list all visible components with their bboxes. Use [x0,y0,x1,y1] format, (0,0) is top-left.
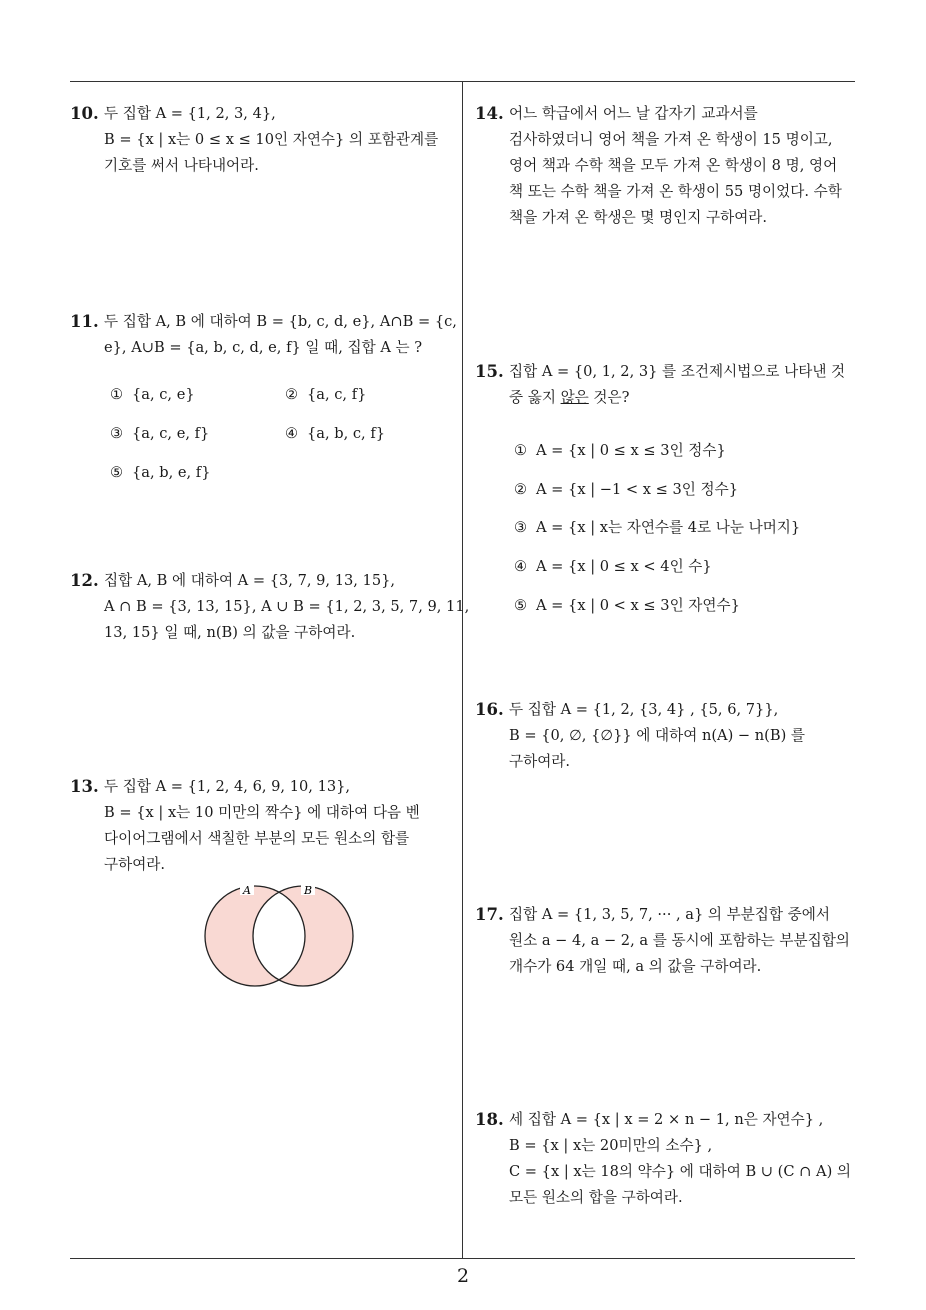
problem-18 [475,1106,860,1216]
problem-text-line: 개수가 64 개일 때, a 의 값을 구하여라. [509,958,762,975]
problem-text-line: 구하여라. [509,753,571,770]
problem-text-line: 영어 책과 수학 책을 모두 가져 온 학생이 8 명, 영어 [509,157,838,174]
problem-text-line: 두 집합 A = {1, 2, {3, 4} , {5, 6, 7}}, [509,701,779,718]
problem-text-line: 어느 학급에서 어느 날 갑자기 교과서를 [509,105,758,122]
problem-number: 11. [70,312,99,331]
problem-text-line: A ∩ B = {3, 13, 15}, A ∪ B = {1, 2, 3, 5, 7, 9, 11, [104,598,470,615]
page-number: 2 [456,1265,470,1287]
problem-text-line: 두 집합 A = {1, 2, 3, 4}, [104,105,276,122]
choice-2[interactable]: ② A = {x | −1 < x ≤ 3인 정수} [514,481,739,498]
problem-10 [70,100,450,190]
problem-number: 12. [70,571,99,590]
problem-number: 14. [475,104,504,123]
problem-text-line: B = {x | x는 20미만의 소수} , [509,1137,713,1154]
problem-12 [70,567,470,657]
choice-1[interactable]: ① A = {x | 0 ≤ x ≤ 3인 정수} [514,442,726,459]
problem-number: 17. [475,905,504,924]
choice-3[interactable]: ③ {a, c, e, f} [110,425,210,442]
problem-number: 18. [475,1110,504,1129]
choice-1[interactable]: ① {a, c, e} [110,386,195,403]
choice-3[interactable]: ③ A = {x | x는 자연수를 4로 나눈 나머지} [514,519,801,536]
problem-text-line: 집합 A = {1, 3, 5, 7, ··· , a} 의 부분집합 중에서 [509,906,830,923]
problem-17 [475,901,860,991]
problem-text-line: 기호를 써서 나타내어라. [104,157,259,174]
problem-text-line: 중 옳지 않은 것은? [509,389,630,406]
problem-text-line: 두 집합 A = {1, 2, 4, 6, 9, 10, 13}, [104,778,351,795]
problem-text-line: 원소 a − 4, a − 2, a 를 동시에 포함하는 부분집합의 [509,932,850,949]
problem-number: 16. [475,700,504,719]
problem-text-line: 13, 15} 일 때, n(B) 의 값을 구하여라. [104,624,356,641]
problem-text-line: 책 또는 수학 책을 가져 온 학생이 55 명이었다. 수학 [509,183,842,200]
bottom-rule [70,1258,855,1259]
column-divider [462,82,463,1258]
problem-number: 13. [70,777,99,796]
problem-text-line: B = {0, ∅, {∅}} 에 대하여 n(A) − n(B) 를 [509,727,806,744]
problem-text-line: 세 집합 A = {x | x = 2 × n − 1, n은 자연수} , [509,1111,824,1128]
problem-13 [70,773,460,883]
problem-text-line: 두 집합 A, B 에 대하여 B = {b, c, d, e}, A∩B = {c, [104,313,457,330]
problem-text-line: B = {x | x는 10 미만의 짝수} 에 대하여 다음 벤 [104,804,420,821]
choice-5[interactable]: ⑤ A = {x | 0 < x ≤ 3인 자연수} [514,597,740,614]
choice-2[interactable]: ② {a, c, f} [285,386,367,403]
problem-text-line: C = {x | x는 18의 약수} 에 대하여 B ∪ (C ∩ A) 의 [509,1163,852,1180]
problem-text-line: 책을 가져 온 학생은 몇 명인지 구하여라. [509,209,768,226]
problem-text-line: 다이어그램에서 색칠한 부분의 모든 원소의 합를 [104,830,410,847]
problem-14 [475,100,860,240]
venn-label-a: A [243,884,251,897]
problem-text-line: e}, A∪B = {a, b, c, d, e, f} 일 때, 집합 A 는 ? [104,339,423,356]
problem-number: 10. [70,104,99,123]
problem-15 [475,358,860,418]
problem-number: 15. [475,362,504,381]
problem-text-line: 구하여라. [104,856,166,873]
choice-4[interactable]: ④ A = {x | 0 ≤ x < 4인 수} [514,558,712,575]
problem-text-line: B = {x | x는 0 ≤ x ≤ 10인 자연수} 의 포함관계를 [104,131,439,148]
problem-text-line: 집합 A, B 에 대하여 A = {3, 7, 9, 13, 15}, [104,572,396,589]
venn-label-b: B [304,884,313,897]
choice-4[interactable]: ④ {a, b, c, f} [285,425,386,442]
problem-16 [475,696,860,786]
choice-5[interactable]: ⑤ {a, b, e, f} [110,464,211,481]
underlined-word: 않은 [560,389,589,406]
problem-text-line: 모든 원소의 합을 구하여라. [509,1189,683,1206]
venn-diagram [195,880,365,990]
problem-text-line: 검사하였더니 영어 책을 가져 온 학생이 15 명이고, [509,131,833,148]
problem-text-line: 집합 A = {0, 1, 2, 3} 를 조건제시법으로 나타낸 것 [509,363,846,380]
